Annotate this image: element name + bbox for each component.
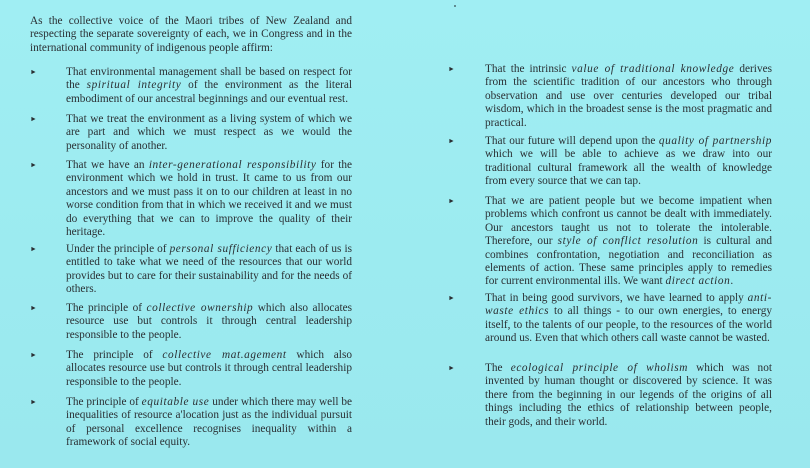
bullet-arrow-icon: ► — [448, 364, 455, 372]
bullet-arrow-icon: ► — [448, 197, 455, 205]
item-text: Under the principle of personal sufficiency that each of us is entitled to take what we need of the resources that our world provides but to care for their sustainability and for the needs of others. — [66, 243, 352, 296]
bullet-arrow-icon: ► — [30, 398, 37, 406]
bullet-arrow-icon: ► — [30, 304, 37, 312]
emphasis-term: ecological principle of wholism — [510, 362, 688, 374]
emphasis-term: spiritual integrity — [86, 79, 182, 92]
item-text: That we treat the environment as a living system of which we are part and which we must respect as we would the personality of another. — [66, 113, 352, 152]
bullet-arrow-icon: ► — [448, 294, 455, 302]
paper-speck — [454, 5, 456, 7]
bullet-arrow-icon: ► — [30, 68, 37, 76]
emphasis-term: quality of partnership — [658, 135, 772, 147]
bullet-arrow-icon: ► — [30, 351, 37, 359]
item-text: That in being good survivors, we have learned to apply anti-waste ethics to all things - to our own energies, to energy itself, to the talents of our people, to the resources of the world around us. Even that which others call waste cannot be wasted. — [485, 292, 773, 345]
emphasis-term: collective mat.agement — [162, 349, 287, 361]
item-text: The principle of collective ownership which also allocates resource use but controls it through central leadership responsible to the people. — [66, 302, 353, 341]
intro-paragraph: As the collective voice of the Maori tribes of New Zealand and respecting the separate sovereignty of each, we in Congress and in the international community of indigenous people affirm: — [30, 15, 352, 54]
bullet-arrow-icon: ► — [30, 245, 37, 253]
bullet-arrow-icon: ► — [30, 161, 37, 169]
item-text: The principle of equitable use under which there may well be inequalities of resource a'location just as the individual pursuit of personal excellence recognises inequality within a framework of social equity. — [66, 396, 352, 449]
emphasis-term: inter-generational responsibility — [148, 159, 317, 171]
bullet-arrow-icon: ► — [30, 115, 37, 123]
emphasis-term: value of traditional knowledge — [571, 63, 735, 75]
bullet-arrow-icon: ► — [448, 137, 455, 145]
item-text: That the intrinsic value of traditional knowledge derives from the scientific tradition of our ancestors who through observation and use over centuries developed our tribal wisdom, which in the broadest sense is the most pragmatic and practical. — [485, 63, 773, 129]
emphasis-term: equitable use — [141, 396, 210, 408]
emphasis-term: style of conflict resolution — [557, 235, 699, 248]
item-text: That we are patient people but we become impatient when problems which confront us cannot be dealt with immediately. Our ancestors taught us not to tolerate the intolerable. Therefore, our style of conflict resolution is cultural and combines confrontation, negotiation and reconciliation as elements of action. These same principles apply to remedies for current environmental ills. We want direct action. — [485, 195, 772, 288]
item-text: That we have an inter-generational responsibility for the environment which we hold in trust. It came to us from our ancestors and we must pass it on to our children at least in no worse condition from that in which we received it and we must do everything that we can to improve the quality of their heritage. — [66, 159, 352, 239]
item-text: That our future will depend upon the quality of partnership which we will be able to achieve as we draw into our traditional cultural framework all the wealth of knowledge from every source that we can tap. — [485, 135, 772, 188]
emphasis-term: personal sufficiency — [169, 243, 273, 255]
bullet-arrow-icon: ► — [448, 65, 455, 73]
emphasis-term: direct action — [665, 275, 731, 288]
emphasis-term: collective ownership — [146, 302, 254, 314]
item-text: The ecological principle of wholism which was not invented by human thought or discovered by science. It was there from the beginning in our legends of the origins of all things including the ethics of relationship between people, their gods, and their world. — [485, 362, 772, 428]
item-text: The principle of collective mat.agement which also allocates resource use but controls it through central leadership responsible to the people. — [66, 349, 352, 388]
item-text: That environmental management shall be based on respect for the spiritual integrity of the environment as the literal embodiment of our ancestral beginnings and our eventual rest. — [66, 66, 352, 105]
emphasis-term: anti-waste ethics — [485, 292, 772, 318]
